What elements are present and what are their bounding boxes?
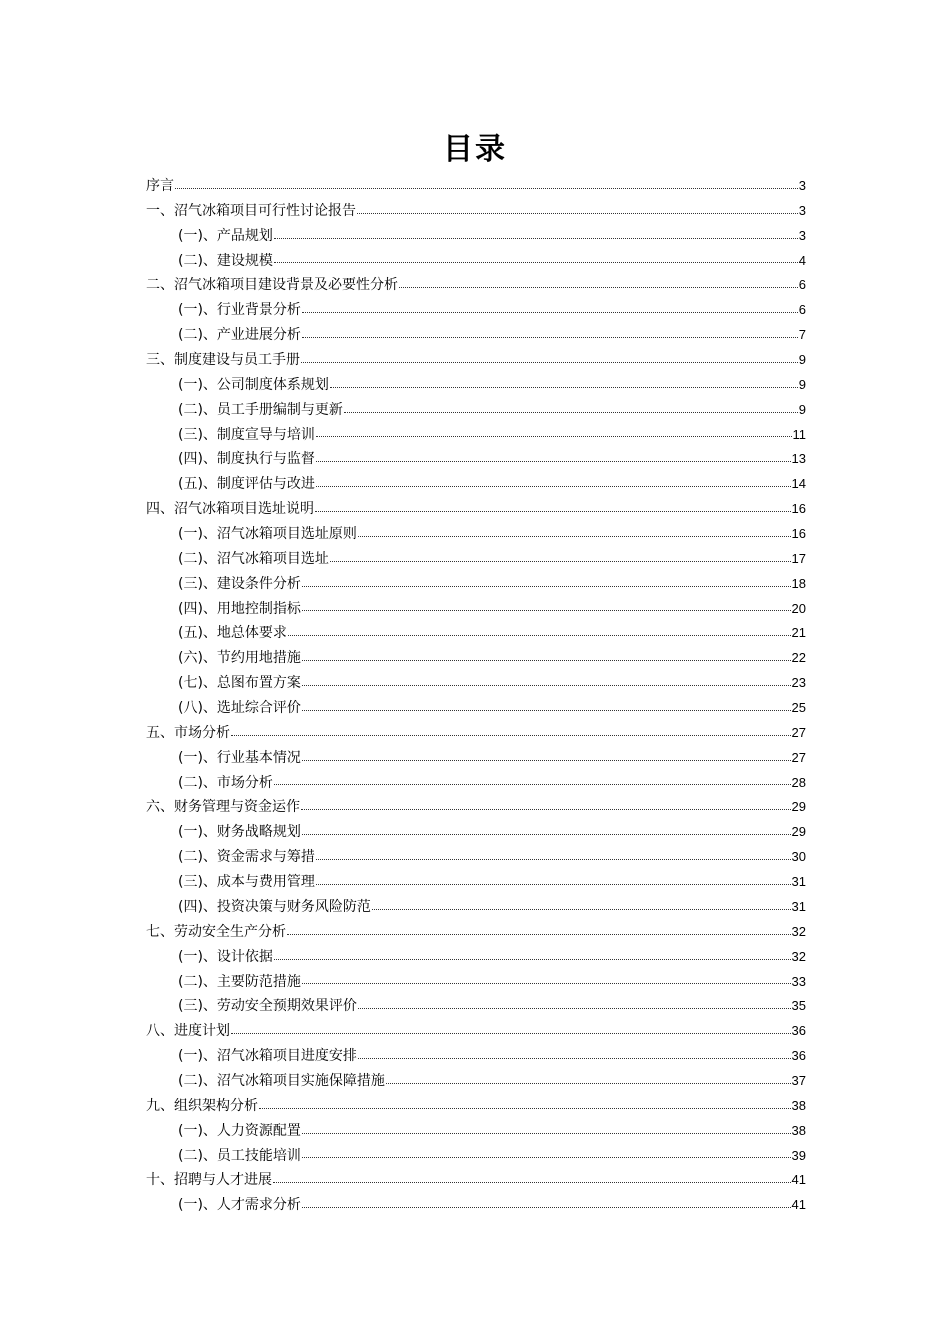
- toc-dot-leader: [302, 609, 791, 611]
- toc-entry[interactable]: [146, 1094, 806, 1119]
- toc-entry-text: (四)、投资决策与财务风险防范: [178, 898, 371, 915]
- toc-entry[interactable]: [146, 249, 806, 274]
- toc-entry-page-number: 36: [791, 1048, 806, 1064]
- toc-entry[interactable]: [146, 646, 806, 671]
- toc-dot-leader: [274, 237, 798, 239]
- toc-dot-leader: [273, 1181, 791, 1183]
- toc-entry[interactable]: [146, 1144, 806, 1169]
- toc-entry[interactable]: [146, 323, 806, 348]
- toc-dot-leader: [302, 684, 791, 686]
- toc-entry[interactable]: [146, 273, 806, 298]
- toc-entry-text: (四)、用地控制指标: [178, 600, 301, 617]
- toc-dot-leader: [231, 734, 791, 736]
- toc-dot-leader: [316, 460, 791, 462]
- toc-dot-leader: [316, 858, 791, 860]
- toc-entry[interactable]: [146, 721, 806, 746]
- toc-dot-leader: [302, 833, 791, 835]
- toc-entry-text: (二)、员工技能培训: [178, 1147, 301, 1164]
- toc-entry-page-number: 9: [798, 352, 806, 368]
- toc-entry-text: 序言: [146, 178, 174, 194]
- toc-entry[interactable]: [146, 298, 806, 323]
- toc-entry-page-number: 31: [791, 874, 806, 890]
- toc-entry-text: (一)、行业背景分析: [178, 302, 301, 319]
- toc-entry-text: (一)、产品规划: [178, 227, 273, 244]
- toc-entry-text: (二)、沼气冰箱项目实施保障措施: [178, 1072, 385, 1089]
- toc-entry-page-number: 3: [798, 202, 806, 218]
- toc-entry[interactable]: [146, 795, 806, 820]
- toc-entry-page-number: 11: [792, 426, 806, 442]
- toc-entry[interactable]: [146, 671, 806, 696]
- toc-dot-leader: [231, 1032, 791, 1034]
- toc-entry-text: 七、劳动安全生产分析: [146, 923, 286, 940]
- toc-dot-leader: [301, 808, 791, 810]
- toc-entry-text: (一)、财务战略规划: [178, 824, 301, 841]
- toc-entry-text: (一)、沼气冰箱项目进度安排: [178, 1048, 357, 1065]
- toc-entry-page-number: 25: [791, 700, 806, 716]
- toc-entry-text: 一、沼气冰箱项目可行性讨论报告: [146, 202, 356, 219]
- toc-entry-page-number: 38: [791, 1097, 806, 1113]
- toc-dot-leader: [344, 411, 798, 413]
- toc-entry-page-number: 30: [791, 849, 806, 865]
- toc-dot-leader: [288, 634, 791, 636]
- toc-dot-leader: [302, 1206, 791, 1208]
- toc-dot-leader: [358, 1057, 791, 1059]
- toc-dot-leader: [316, 485, 791, 487]
- toc-entry-page-number: 38: [791, 1122, 806, 1138]
- toc-dot-leader: [399, 286, 798, 288]
- toc-entry-page-number: 39: [791, 1147, 806, 1163]
- toc-entry-page-number: 27: [791, 724, 806, 740]
- toc-entry[interactable]: [146, 621, 806, 646]
- toc-entry-text: (三)、成本与费用管理: [178, 874, 315, 891]
- toc-entry-page-number: 32: [791, 948, 806, 964]
- toc-dot-leader: [259, 1107, 791, 1109]
- toc-entry-text: 九、组织架构分析: [146, 1097, 258, 1114]
- toc-entry-text: (一)、人力资源配置: [178, 1122, 301, 1139]
- toc-entry-page-number: 4: [798, 252, 806, 268]
- toc-entry-text: 二、沼气冰箱项目建设背景及必要性分析: [146, 277, 398, 294]
- toc-entry[interactable]: [146, 970, 806, 995]
- toc-entry-page-number: 20: [791, 600, 806, 616]
- toc-dot-leader: [330, 386, 798, 388]
- toc-entry-page-number: 32: [791, 923, 806, 939]
- toc-entry[interactable]: [146, 174, 806, 199]
- toc-entry-page-number: 33: [791, 973, 806, 989]
- toc-entry[interactable]: [146, 820, 806, 845]
- toc-entry[interactable]: [146, 895, 806, 920]
- toc-entry-page-number: 7: [798, 327, 806, 343]
- toc-entry-page-number: 22: [791, 650, 806, 666]
- toc-entry-page-number: 36: [791, 1023, 806, 1039]
- toc-entry[interactable]: [146, 845, 806, 870]
- toc-entry-page-number: 13: [791, 451, 806, 467]
- toc-dot-leader: [274, 261, 798, 263]
- toc-entry-page-number: 23: [791, 675, 806, 691]
- toc-entry[interactable]: [146, 945, 806, 970]
- toc-dot-leader: [316, 435, 792, 437]
- toc-entry-page-number: 3: [798, 178, 806, 193]
- toc-entry-page-number: 41: [791, 1172, 806, 1188]
- toc-entry-page-number: 29: [791, 799, 806, 815]
- toc-entry-text: (三)、制度宣导与培训: [178, 426, 315, 443]
- toc-dot-leader: [302, 1132, 791, 1134]
- toc-entry-page-number: 3: [798, 227, 806, 243]
- toc-entry[interactable]: [146, 1044, 806, 1069]
- toc-entry-page-number: 6: [798, 277, 806, 293]
- toc-entry-page-number: 37: [791, 1072, 806, 1088]
- toc-entry-text: (一)、人才需求分析: [178, 1197, 301, 1214]
- toc-entry-text: (二)、市场分析: [178, 774, 273, 791]
- toc-dot-leader: [330, 560, 791, 562]
- table-of-contents: [146, 174, 806, 1218]
- toc-entry[interactable]: [146, 994, 806, 1019]
- toc-entry[interactable]: [146, 199, 806, 224]
- toc-entry-text: (一)、沼气冰箱项目选址原则: [178, 526, 357, 543]
- toc-dot-leader: [302, 585, 791, 587]
- toc-dot-leader: [302, 311, 798, 313]
- toc-dot-leader: [316, 883, 791, 885]
- toc-entry-text: (二)、资金需求与筹措: [178, 849, 315, 866]
- toc-entry-text: (五)、地总体要求: [178, 625, 287, 642]
- toc-entry[interactable]: [146, 1069, 806, 1094]
- toc-entry-page-number: 6: [798, 302, 806, 318]
- toc-entry[interactable]: [146, 224, 806, 249]
- toc-entry-page-number: 29: [791, 824, 806, 840]
- toc-dot-leader: [357, 212, 798, 214]
- toc-entry[interactable]: [146, 870, 806, 895]
- toc-entry[interactable]: [146, 373, 806, 398]
- toc-entry-page-number: 16: [791, 526, 806, 542]
- toc-entry-text: (二)、员工手册编制与更新: [178, 401, 343, 418]
- toc-entry-text: (一)、公司制度体系规划: [178, 376, 329, 393]
- toc-entry[interactable]: [146, 547, 806, 572]
- toc-dot-leader: [175, 187, 798, 189]
- toc-entry-text: 六、财务管理与资金运作: [146, 799, 300, 816]
- toc-entry-text: (一)、行业基本情况: [178, 749, 301, 766]
- toc-entry-text: (八)、选址综合评价: [178, 700, 301, 717]
- toc-entry[interactable]: [146, 398, 806, 423]
- toc-entry[interactable]: [146, 522, 806, 547]
- toc-dot-leader: [386, 1082, 791, 1084]
- toc-entry[interactable]: [146, 920, 806, 945]
- toc-entry[interactable]: [146, 597, 806, 622]
- toc-dot-leader: [302, 659, 791, 661]
- toc-entry-text: 三、制度建设与员工手册: [146, 352, 300, 369]
- toc-dot-leader: [274, 958, 791, 960]
- toc-entry-text: (五)、制度评估与改进: [178, 476, 315, 493]
- toc-title: 目录: [443, 132, 507, 167]
- toc-entry-text: (二)、产业进展分析: [178, 327, 301, 344]
- toc-dot-leader: [302, 1156, 791, 1158]
- toc-entry[interactable]: [146, 1168, 806, 1193]
- toc-entry[interactable]: [146, 771, 806, 796]
- toc-entry-text: (六)、节约用地措施: [178, 650, 301, 667]
- toc-entry-text: (一)、设计依据: [178, 948, 273, 965]
- toc-entry-page-number: 27: [791, 749, 806, 765]
- toc-entry-text: 十、招聘与人才进展: [146, 1172, 272, 1189]
- toc-entry-page-number: 9: [798, 401, 806, 417]
- toc-entry[interactable]: [146, 1193, 806, 1218]
- toc-dot-leader: [358, 1007, 791, 1009]
- toc-entry-text: 五、市场分析: [146, 724, 230, 741]
- toc-dot-leader: [302, 336, 798, 338]
- toc-entry-page-number: 21: [791, 625, 806, 641]
- toc-entry-page-number: 41: [791, 1197, 806, 1213]
- toc-entry-text: 八、进度计划: [146, 1023, 230, 1040]
- toc-dot-leader: [274, 783, 791, 785]
- toc-entry-page-number: 9: [798, 376, 806, 392]
- toc-dot-leader: [358, 535, 791, 537]
- toc-entry-page-number: 16: [791, 501, 806, 517]
- toc-entry[interactable]: [146, 1119, 806, 1144]
- toc-entry[interactable]: [146, 423, 806, 448]
- toc-dot-leader: [302, 709, 791, 711]
- toc-entry[interactable]: [146, 497, 806, 522]
- toc-dot-leader: [301, 361, 798, 363]
- toc-entry-text: (四)、制度执行与监督: [178, 451, 315, 468]
- toc-entry[interactable]: [146, 348, 806, 373]
- toc-entry-page-number: 18: [791, 575, 806, 591]
- toc-entry[interactable]: [146, 746, 806, 771]
- toc-entry[interactable]: [146, 572, 806, 597]
- toc-entry-page-number: 28: [791, 774, 806, 790]
- toc-dot-leader: [302, 759, 791, 761]
- toc-entry[interactable]: [146, 447, 806, 472]
- toc-dot-leader: [287, 933, 791, 935]
- toc-entry-text: (三)、劳动安全预期效果评价: [178, 998, 357, 1015]
- toc-entry-text: (二)、沼气冰箱项目选址: [178, 550, 329, 567]
- toc-entry-text: 四、沼气冰箱项目选址说明: [146, 501, 314, 518]
- toc-entry[interactable]: [146, 472, 806, 497]
- toc-dot-leader: [302, 982, 791, 984]
- toc-entry-text: (三)、建设条件分析: [178, 575, 301, 592]
- toc-entry-text: (二)、主要防范措施: [178, 973, 301, 990]
- toc-entry-page-number: 35: [791, 998, 806, 1014]
- toc-entry-page-number: 14: [791, 476, 806, 492]
- toc-entry-text: (七)、总图布置方案: [178, 675, 301, 692]
- toc-entry-page-number: 31: [791, 898, 806, 914]
- toc-entry[interactable]: [146, 696, 806, 721]
- toc-dot-leader: [372, 908, 791, 910]
- toc-dot-leader: [315, 510, 791, 512]
- toc-entry[interactable]: [146, 1019, 806, 1044]
- toc-entry-text: (二)、建设规模: [178, 252, 273, 269]
- toc-entry-page-number: 17: [791, 550, 806, 566]
